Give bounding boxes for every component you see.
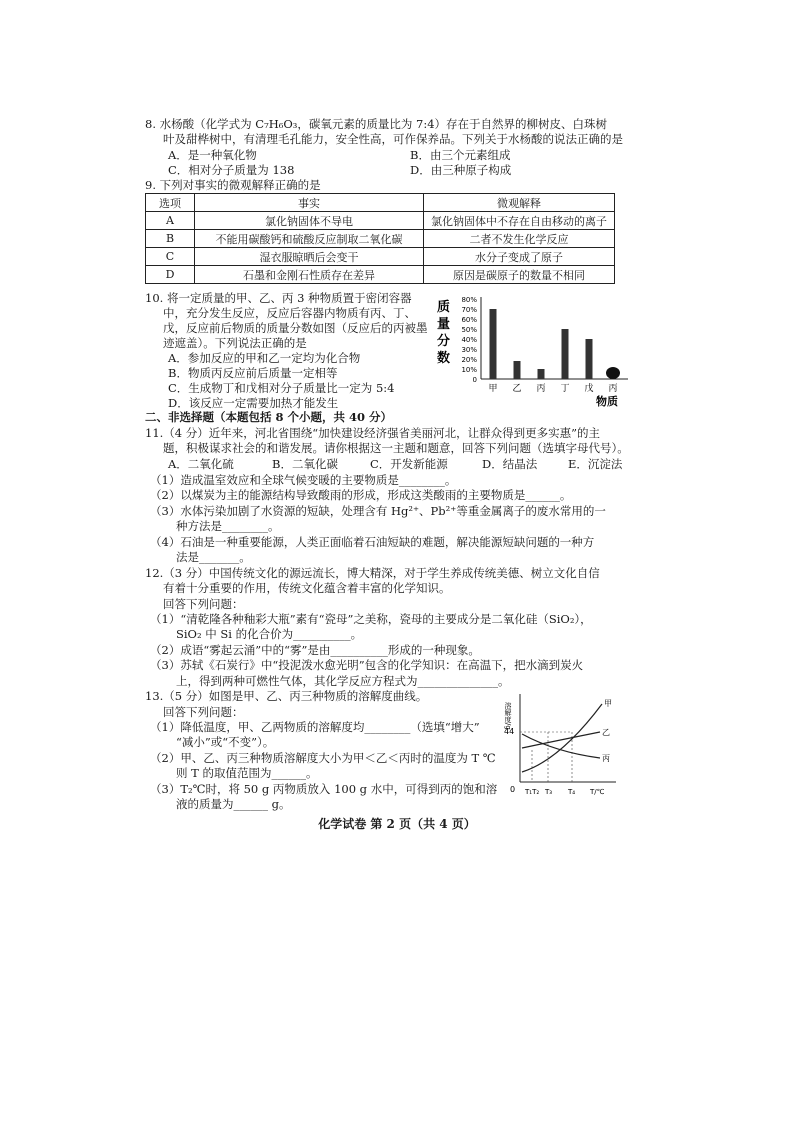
q8-option-d: D．由三种原子构成 [410, 163, 512, 177]
q13-sub-1-cont: “减小”或“不变”）。 [176, 735, 275, 749]
chart-category-label: 戊 [584, 384, 594, 394]
q10-option-c: C．生成物丁和戊相对分子质量比一定为 5:4 [168, 381, 395, 395]
q13-line-2: 回答下列问题： [163, 705, 244, 719]
graph-x-t3: T₃ [545, 788, 553, 796]
q11-sub-2: （2）以煤炭为主的能源结构导致酸雨的形成，形成这类酸雨的主要物质是______。 [150, 488, 572, 502]
q9-row-d-explanation: 原因是碳原子的数量不相同 [424, 266, 615, 284]
q12-sub-1: （1）“清乾隆各种釉彩大瓶”素有“瓷母”之美称，瓷母的主要成分是二氧化硅（SiO₂）， [150, 612, 592, 626]
q10-line-3: 戊，反应前后物质的质量分数如图（反应后的丙被墨 [163, 321, 428, 335]
section-2-title: 二、非选择题（本题包括 8 个小题，共 40 分） [145, 410, 393, 424]
curve-yi-label: 乙 [602, 728, 610, 737]
q9-row-c-option: C [146, 248, 195, 266]
q12-sub-2: （2）成语“雾起云涌”中的“雾”是由__________形成的一种现象。 [150, 643, 480, 657]
q11-sub-3: （3）水体污染加剧了水资源的短缺，处理含有 Hg²⁺、Pb²⁺等重金属离子的废水常用的一 [150, 504, 606, 518]
q12-line-3: 回答下列问题： [163, 597, 244, 611]
q9-row-b-explanation: 二者不发生化学反应 [424, 230, 615, 248]
q13-sub-2: （2）甲、乙、丙三种物质溶解度大小为甲＜乙＜丙时的温度为 T ℃ [150, 751, 496, 765]
q13-sub-3-cont: 液的质量为______ g。 [176, 797, 291, 811]
q12-line-1: 12.（3 分）中国传统文化的源远流长，博大精深，对于学生养成传统美德、树立文化自信 [145, 566, 600, 580]
q9-table [145, 193, 615, 284]
curve-jia [522, 704, 602, 772]
q11-sub-3-cont: 种方法是________。 [176, 519, 280, 533]
q10-bar-chart [433, 293, 633, 408]
q8-line-1: 8. 水杨酸（化学式为 C₇H₆O₃，碳氧元素的质量比为 7:4）存在于自然界的柳树皮、白珠树 [145, 117, 608, 131]
q10-option-d: D．该反应一定需要加热才能发生 [168, 396, 339, 410]
chart-ytick-label: 30% [461, 346, 477, 354]
q12-sub-3-cont: 上，得到两种可燃性气体，其化学反应方程式为______________。 [176, 674, 510, 688]
q11-sub-4: （4）石油是一种重要能源，人类正面临着石油短缺的难题，解决能源短缺问题的一种方 [150, 535, 595, 549]
q10-line-4: 迹遮盖）。下列说法正确的是 [163, 336, 307, 350]
q10-line-1: 10. 将一定质量的甲、乙、丙 3 种物质置于密闭容器 [145, 291, 412, 305]
chart-ytick-label: 20% [461, 356, 477, 364]
graph-x-t4: T₄ [568, 788, 576, 796]
q9-row-c-explanation: 水分子变成了原子 [424, 248, 615, 266]
chart-ylabel-char: 分 [437, 334, 451, 349]
q9-stem: 9. 下列对事实的微观解释正确的是 [145, 178, 321, 192]
q13-sub-3: （3）T₂℃时，将 50 g 丙物质放入 100 g 水中，可得到丙的饱和溶 [150, 782, 498, 796]
q8-option-c: C．相对分子质量为 138 [168, 163, 295, 177]
chart-category-label: 丙 [536, 384, 546, 394]
q9-row-d-fact: 石墨和金刚石性质存在差异 [195, 266, 424, 284]
chart-bar [586, 339, 593, 379]
chart-bar [562, 329, 569, 379]
chart-category-label: 丙 [608, 384, 618, 394]
q13-sub-2-cont: 则 T 的取值范围为______。 [176, 766, 318, 780]
chart-xlabel: 物质 [596, 395, 618, 408]
chart-category-label: 甲 [488, 384, 498, 394]
chart-ytick-label: 0 [472, 376, 477, 384]
table-row [146, 266, 615, 284]
table-row [146, 230, 615, 248]
chart-ylabel-char: 量 [437, 317, 451, 332]
q12-sub-3: （3）苏轼《石炭行》中“投泥泼水愈光明”包含的化学知识：在高温下，把水滴到炭火 [150, 658, 584, 672]
q9-header-option: 选项 [146, 194, 195, 212]
q11-option-e: E．沉淀法 [568, 457, 623, 471]
chart-bar [514, 361, 521, 379]
graph-y44-label: 44 [504, 727, 515, 736]
table-row [146, 248, 615, 266]
q11-sub-1: （1）造成温室效应和全球气候变暖的主要物质是________。 [150, 473, 457, 487]
q11-option-b: B．二氧化碳 [272, 457, 338, 471]
chart-ylabel-char: 质 [437, 300, 451, 315]
q11-option-a: A．二氧化硫 [168, 457, 234, 471]
q11-line-1: 11.（4 分）近年来，河北省围绕“加快建设经济强省美丽河北，让群众得到更多实惠”的主 [145, 426, 601, 440]
curve-jia-label: 甲 [604, 699, 612, 708]
q9-row-c-fact: 湿衣服晾晒后会变干 [195, 248, 424, 266]
chart-ytick-label: 70% [461, 306, 477, 314]
chart-bar [538, 369, 545, 379]
q10-line-2: 中，充分发生反应，反应后容器内物质有丙、丁、 [163, 306, 416, 320]
q9-row-a-fact: 氯化钠固体不导电 [195, 212, 424, 230]
q11-line-2: 题，积极谋求社会的和谐发展。请你根据这一主题和题意，回答下列问题（选填字母代号）。 [163, 441, 629, 455]
q13-solubility-graph [500, 690, 620, 800]
q10-option-a: A．参加反应的甲和乙一定均为化合物 [168, 351, 361, 365]
curve-bing-label: 丙 [602, 754, 610, 763]
q10-option-b: B．物质丙反应前后质量一定相等 [168, 366, 338, 380]
q11-option-d: D．结晶法 [482, 457, 538, 471]
chart-category-label: 丁 [560, 384, 570, 394]
chart-bar [490, 309, 497, 379]
q9-row-a-option: A [146, 212, 195, 230]
chart-ylabel-char: 数 [437, 351, 451, 366]
chart-ytick-label: 50% [461, 326, 477, 334]
q9-row-b-fact: 不能用碳酸钙和硫酸反应制取二氧化碳 [195, 230, 424, 248]
graph-origin: 0 [510, 785, 516, 794]
q9-row-a-explanation: 氯化钠固体中不存在自由移动的离子 [424, 212, 615, 230]
chart-bar-ink-blot [606, 367, 620, 379]
q12-line-2: 有着十分重要的作用，传统文化蕴含着丰富的化学知识。 [163, 581, 451, 595]
q8-option-b: B．由三个元素组成 [410, 148, 511, 162]
q9-row-b-option: B [146, 230, 195, 248]
q13-sub-1: （1）降低温度，甲、乙两物质的溶解度均________（选填“增大” [150, 720, 480, 734]
q8-line-2: 叶及甜桦树中，有清理毛孔能力，安全性高，可作保养品。下列关于水杨酸的说法正确的是 [163, 132, 623, 146]
q8-option-a: A．是一种氧化物 [168, 148, 257, 162]
chart-ytick-label: 80% [461, 296, 477, 304]
q13-line-1: 13.（5 分）如图是甲、乙、丙三种物质的溶解度曲线。 [145, 689, 428, 703]
q9-row-d-option: D [146, 266, 195, 284]
graph-ylabel: 溶解度/g [504, 702, 512, 730]
table-row [146, 212, 615, 230]
q9-table-header [146, 194, 615, 212]
chart-ytick-label: 10% [461, 366, 477, 374]
chart-category-label: 乙 [512, 384, 522, 394]
page-footer: 化学试卷 第 2 页（共 4 页） [318, 817, 476, 831]
q9-header-explanation: 微观解释 [424, 194, 615, 212]
chart-ytick-label: 60% [461, 316, 477, 324]
q12-sub-1-cont: SiO₂ 中 Si 的化合价为__________。 [176, 627, 363, 641]
graph-x-t: T/℃ [590, 788, 605, 796]
chart-ytick-label: 40% [461, 336, 477, 344]
graph-x-t1t2: T₁T₂ [525, 788, 540, 796]
q11-sub-4-cont: 法是_______。 [176, 550, 251, 564]
q9-header-fact: 事实 [195, 194, 424, 212]
q11-option-c: C．开发新能源 [370, 457, 448, 471]
